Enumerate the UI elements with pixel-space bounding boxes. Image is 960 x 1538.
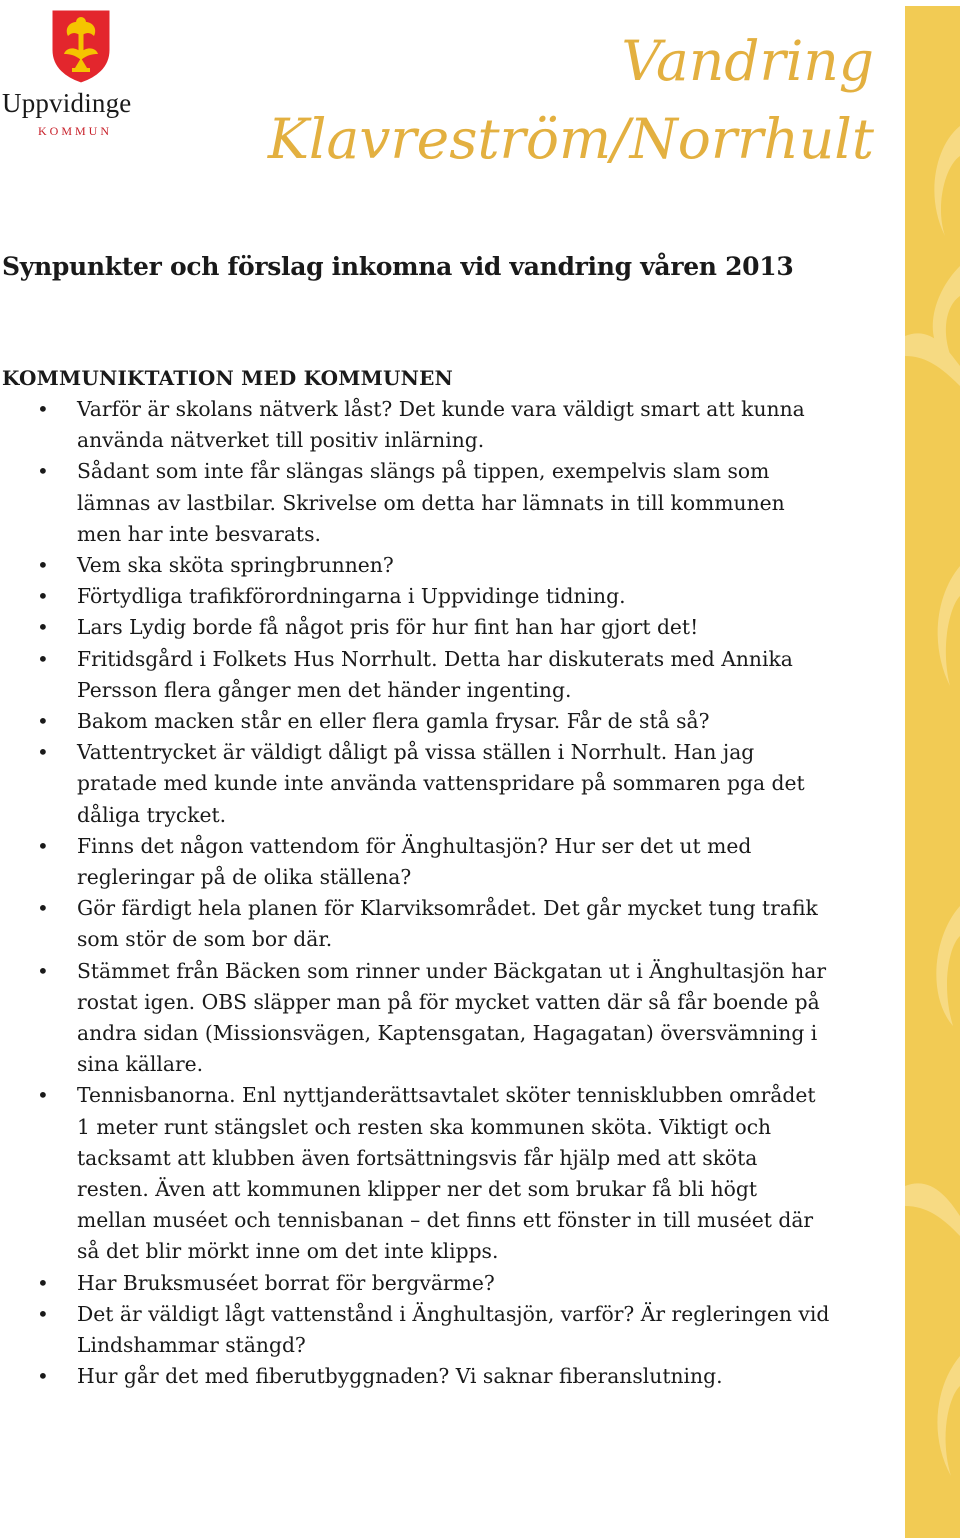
list-item-text: Vattentrycket är väldigt dåligt på vissa ställen i Norrhult. Han jag pratade med kunde inte använda vattenspridare på sommaren pga det dåliga trycket.	[77, 740, 805, 827]
feedback-list	[0, 394, 830, 1393]
list-item-text: Lars Lydig borde få något pris för hur fint han har gjort det!	[77, 615, 699, 640]
list-item	[0, 737, 830, 831]
list-item	[0, 394, 830, 456]
list-item-text: Vem ska sköta springbrunnen?	[77, 553, 394, 578]
list-item	[0, 456, 830, 550]
list-item	[0, 644, 830, 706]
title-line-2: Klavreström/Norrhult	[267, 107, 874, 171]
municipality-logo	[0, 8, 170, 138]
bullet-icon: •	[37, 1083, 49, 1108]
list-item	[0, 550, 830, 581]
category-heading: KOMMUNIKTATION MED KOMMUNEN	[2, 366, 454, 390]
list-item-text: Finns det någon vattendom för Änghultasjön? Hur ser det ut med regleringar på de olika ställena?	[77, 833, 752, 890]
list-item	[0, 1268, 830, 1299]
bullet-icon: •	[37, 584, 49, 609]
list-item-text: Hur går det med fiberutbyggnaden? Vi saknar fiberanslutning.	[77, 1364, 723, 1389]
bullet-icon: •	[37, 896, 49, 921]
logo-wordmark: Uppvidinge	[2, 88, 132, 118]
bullet-icon: •	[37, 553, 49, 578]
list-item	[0, 1299, 830, 1361]
list-item-text: Förtydliga trafikförordningarna i Uppvidinge tidning.	[77, 584, 626, 609]
bullet-icon: •	[37, 958, 49, 983]
coat-of-arms-icon	[50, 8, 112, 84]
list-item-text: Stämmet från Bäcken som rinner under Bäckgatan ut i Änghultasjön har rostat igen. OBS släpper man på för mycket vatten där så får boende på andra sidan (Missionsvägen, Kaptensgatan, Hagagatan) översvämning i sina källare.	[77, 958, 827, 1077]
list-item-text: Fritidsgård i Folkets Hus Norrhult. Detta har diskuterats med Annika Persson flera gånger men det händer ingenting.	[77, 646, 793, 702]
list-item-text: Bakom macken står en eller flera gamla frysar. Får de stå så?	[77, 709, 710, 734]
document-title	[268, 22, 874, 178]
list-item	[0, 1080, 830, 1267]
decorative-side-band	[905, 6, 960, 1538]
list-item-text: Gör färdigt hela planen för Klarviksområdet. Det går mycket tung trafik som stör de som bor där.	[77, 896, 818, 952]
list-item	[0, 1361, 830, 1392]
list-item	[0, 612, 830, 643]
list-item-text: Har Bruksmuséet borrat för bergvärme?	[77, 1270, 495, 1295]
logo-subtitle: KOMMUN	[38, 124, 113, 138]
list-item	[0, 581, 830, 612]
bullet-icon: •	[37, 709, 49, 734]
bullet-icon: •	[37, 740, 49, 765]
list-item-text: Varför är skolans nätverk låst? Det kunde vara väldigt smart att kunna använda nätverket till positiv inlärning.	[77, 397, 805, 453]
bullet-icon: •	[37, 646, 49, 671]
list-item	[0, 706, 830, 737]
list-item-text: Sådant som inte får slängas slängs på tippen, exempelvis slam som lämnas av lastbilar. Skrivelse om detta har lämnats in till kommunen men har inte besvarats.	[77, 459, 785, 546]
bullet-icon: •	[37, 833, 49, 858]
bullet-icon: •	[37, 1364, 49, 1389]
list-item-text: Tennisbanorna. Enl nyttjanderättsavtalet sköter tennisklubben området 1 meter runt stängslet och resten ska kommunen sköta. Viktigt och tacksamt att klubben även fortsättningsvis får hjälp med att sköta resten. Även att kommunen klipper ner det som brukar få bli högt mellan muséet och tennisbanan – det finns ett fönster in till muséet där så det blir mörkt inne om det inte klipps.	[77, 1083, 816, 1264]
list-item-text: Det är väldigt lågt vattenstånd i Änghultasjön, varför? Är regleringen vid Lindshammar stängd?	[77, 1301, 830, 1358]
bullet-icon: •	[37, 397, 49, 421]
list-item	[0, 956, 830, 1081]
title-line-1: Vandring	[621, 29, 874, 93]
section-heading: Synpunkter och förslag inkomna vid vandring våren 2013	[2, 252, 794, 281]
list-item	[0, 893, 830, 955]
bullet-icon: •	[37, 1301, 49, 1326]
bullet-icon: •	[37, 1270, 49, 1295]
bullet-icon: •	[37, 459, 49, 484]
list-item	[0, 831, 830, 893]
bullet-icon: •	[37, 615, 49, 640]
